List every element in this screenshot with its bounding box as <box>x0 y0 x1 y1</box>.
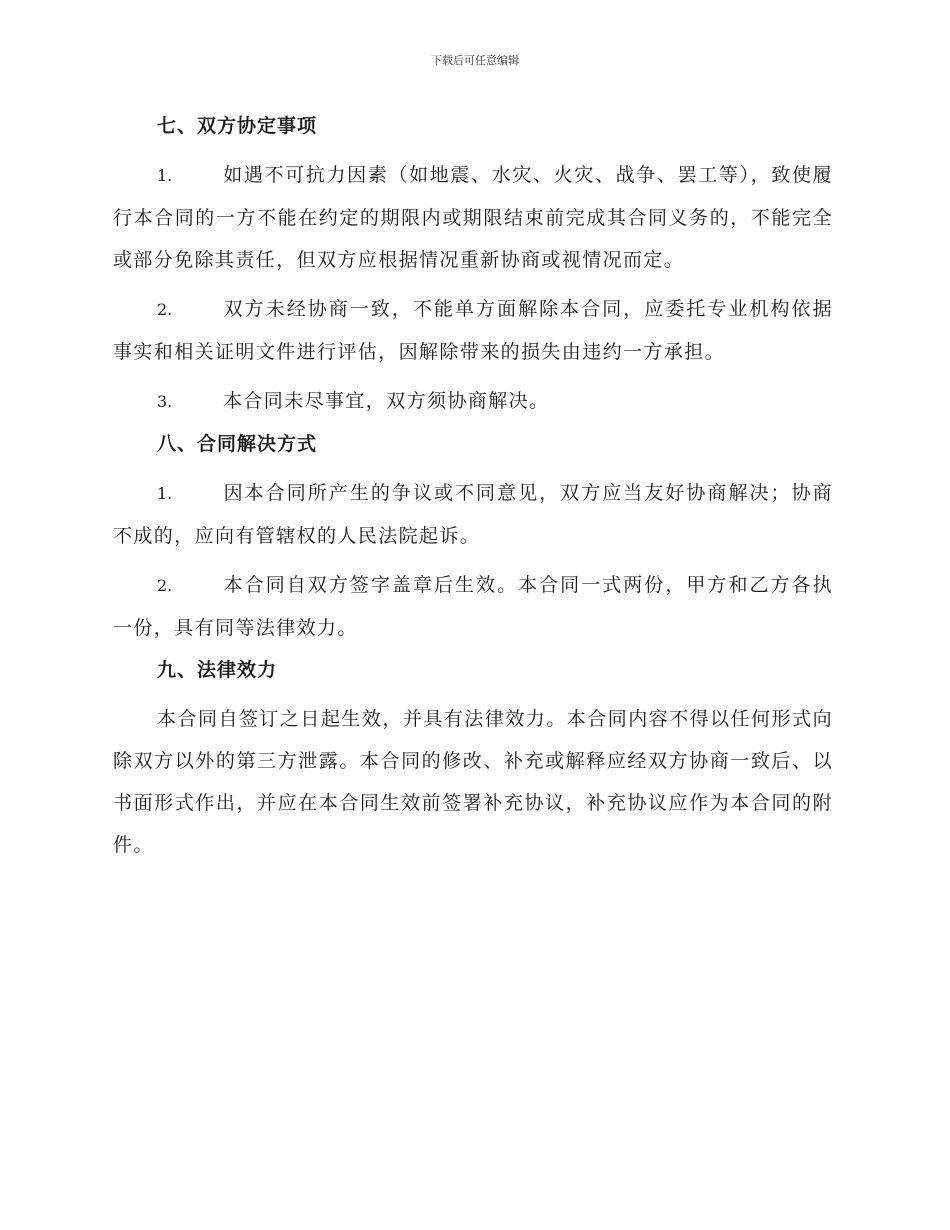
clause <box>113 472 833 557</box>
section-heading: 七、双方协定事项 <box>157 115 318 137</box>
clause-text: 本合同未尽事宜，双方须协商解决。 <box>223 390 550 412</box>
clause-text: 如遇不可抗力因素（如地震、水灾、火灾、战争、罢工等），致使履行本合同的一方不能在约定的期限内或期限结束前完成其合同义务的，不能完全或部分免除其责任，但双方应根据情况重新协商或视情况而定。 <box>113 164 833 271</box>
clause <box>113 380 833 423</box>
clause-text: 双方未经协商一致，不能单方面解除本合同，应委托专业机构依据事实和相关证明文件进行评估，因解除带来的损失由违约一方承担。 <box>113 298 833 363</box>
clause-number: 1. <box>157 166 173 185</box>
paragraph: 本合同自签订之日起生效，并具有法律效力。本合同内容不得以任何形式向除双方以外的第三方泄露。本合同的修改、补充或解释应经双方协商一致后、以书面形式作出，并应在本合同生效前签署补充协议，补充协议应作为本合同的附件。 <box>113 708 833 856</box>
section-heading: 八、合同解决方式 <box>157 433 318 455</box>
clause <box>113 154 833 281</box>
clause-number: 2. <box>157 300 173 319</box>
clause-number: 3. <box>157 392 173 411</box>
clause-number: 1. <box>157 484 173 503</box>
section-heading: 九、法律效力 <box>157 659 278 681</box>
page-header: 下载后可任意编辑 <box>431 54 519 67</box>
document-body <box>113 108 833 866</box>
clause <box>113 288 833 373</box>
clause <box>113 564 833 649</box>
clause-number: 2. <box>157 576 173 595</box>
clause-text: 因本合同所产生的争议或不同意见，双方应当友好协商解决；协商不成的，应向有管辖权的人民法院起诉。 <box>113 482 833 547</box>
clause-text: 本合同自双方签字盖章后生效。本合同一式两份，甲方和乙方各执一份，具有同等法律效力。 <box>113 574 833 639</box>
